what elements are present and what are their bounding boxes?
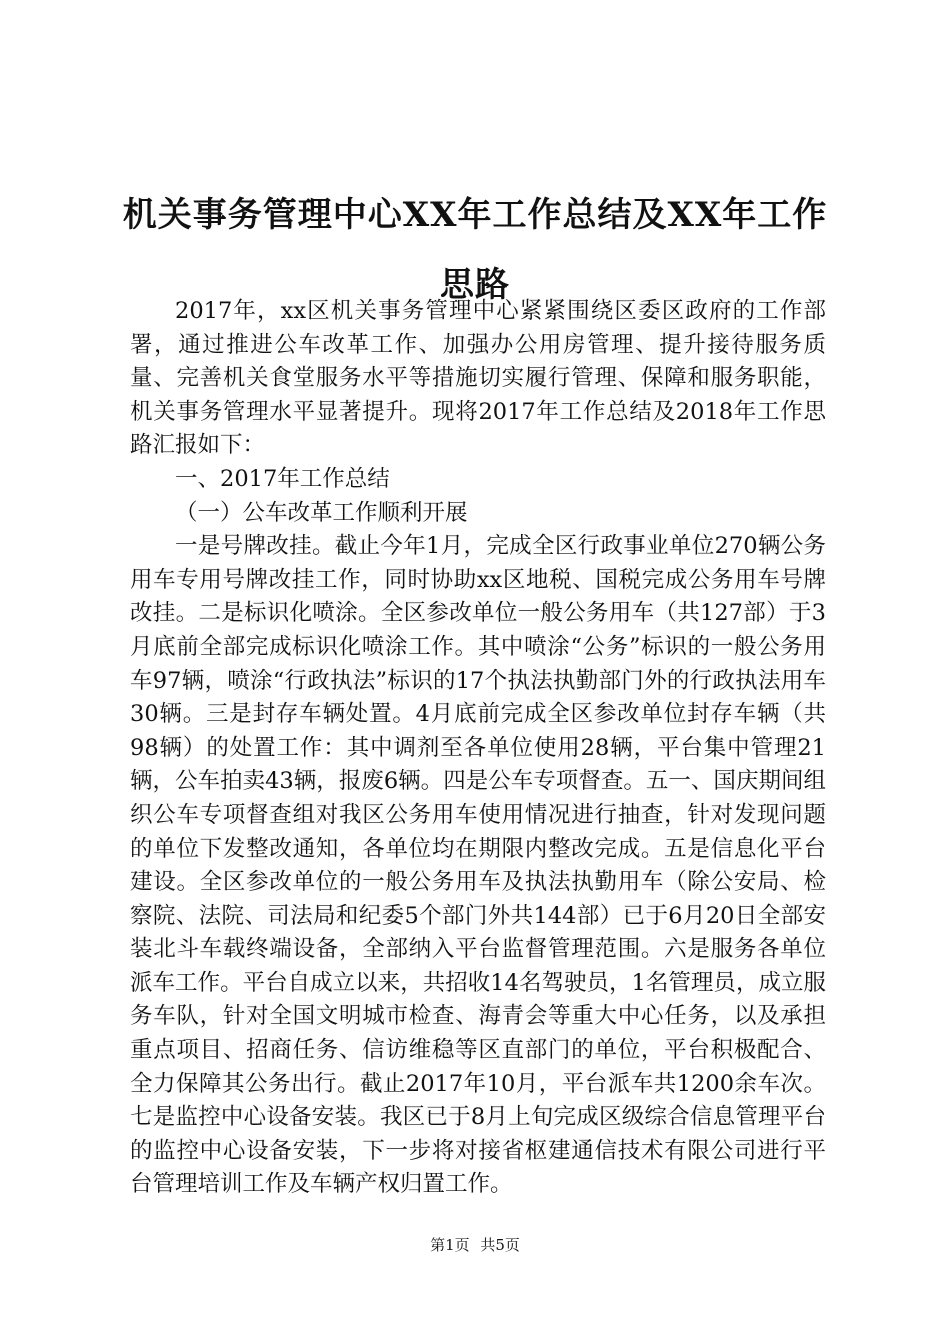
page-footer	[0, 1234, 950, 1255]
paragraph-car-reform: 一是号牌改挂。截止今年1月，完成全区行政事业单位270辆公务用车专用号牌改挂工作，同时协助xx区地税、国税完成公务用车号牌改挂。二是标识化喷涂。全区参改单位一般公务用车（共127部）于3月底前全部完成标识化喷涂工作。其中喷涂“公务”标识的一般公务用车97辆，喷涂“行政执法”标识的17个执法执勤部门外的行政执法用车30辆。三是封存车辆处置。4月底前完成全区参改单位封存车辆（共98辆）的处置工作：其中调剂至各单位使用28辆，平台集中管理21辆，公车拍卖43辆，报废6辆。四是公车专项督查。五一、国庆期间组织公车专项督查组对我区公务用车使用情况进行抽查，针对发现问题的单位下发整改通知，各单位均在期限内整改完成。五是信息化平台建设。全区参改单位的一般公务用车及执法执勤用车（除公安局、检察院、法院、司法局和纪委5个部门外共144部）已于6月20日全部安装北斗车载终端设备，全部纳入平台监督管理范围。六是服务各单位派车工作。平台自成立以来，共招收14名驾驶员，1名管理员，成立服务车队，针对全国文明城市检查、海青会等重大中心任务，以及承担重点项目、招商任务、信访维稳等区直部门的单位，平台积极配合、全力保障其公务出行。截止2017年10月，平台派车共1200余车次。七是监控中心设备安装。我区已于8月上旬完成区级综合信息管理平台的监控中心设备安装，下一步将对接省枢建通信技术有限公司进行平台管理培训工作及车辆产权归置工作。	[130, 533, 826, 1198]
document-body	[130, 295, 826, 1202]
paragraph-intro: 2017年，xx区机关事务管理中心紧紧围绕区委区政府的工作部署，通过推进公车改革工作、加强办公用房管理、提升接待服务质量、完善机关食堂服务水平等措施切实履行管理、保障和服务职能，机关事务管理水平显著提升。现将2017年工作总结及2018年工作思路汇报如下：	[130, 298, 826, 459]
title-line-1: 机关事务管理中心XX年工作总结及XX年工作	[122, 195, 828, 235]
page-number: 第1页	[430, 1236, 470, 1254]
section-heading: 一、2017年工作总结	[175, 465, 390, 492]
title-line-2: 思路	[440, 265, 510, 305]
page-total: 共5页	[480, 1236, 520, 1254]
subsection-heading: （一）公车改革工作顺利开展	[175, 499, 468, 526]
